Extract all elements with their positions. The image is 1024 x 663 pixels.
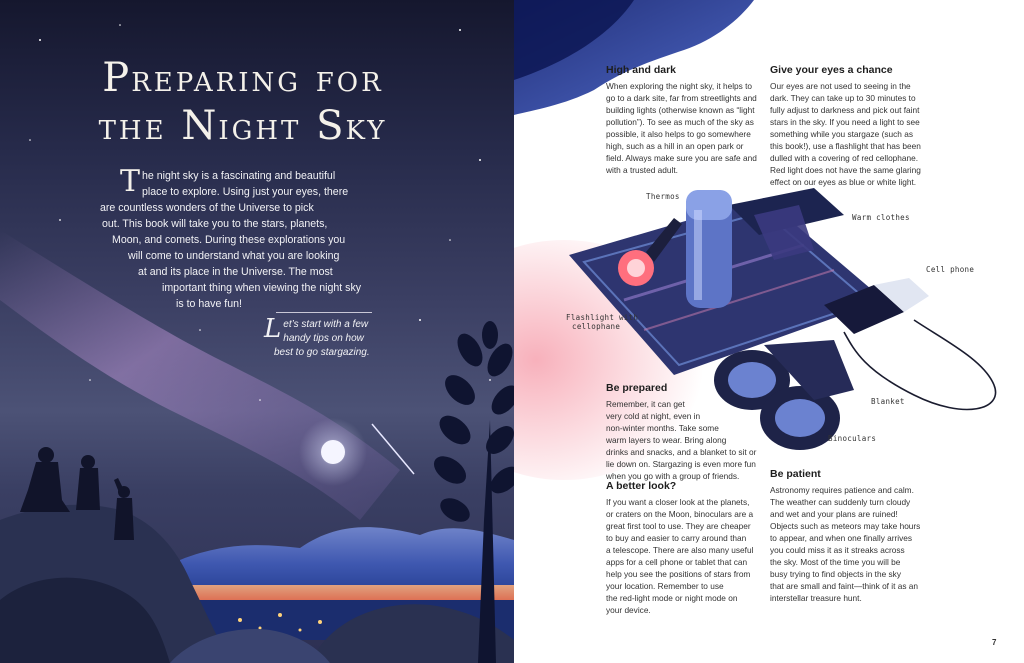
label-warm-clothes: Warm clothes [852,213,910,222]
moon [321,440,345,464]
label-flashlight-line2: cellophane [572,322,621,331]
tip-dropcap: L [264,314,282,344]
tip-paragraph: L et’s start with a few handy tips on how best to go stargazing. [264,314,370,358]
section-high-and-dark: High and dark When exploring the night sky, it helps to go to a dark site, far from streetlights and building lights (otherwise known as “light pollution”). To see as much of the sky as possible, it also helps to go somewhere high, such as a hill in an open park or field. Always make sure you are safe and with a trusted adult. [606,64,757,175]
label-cell-phone: Cell phone [926,265,975,274]
right-page [514,0,1024,663]
page-title: PREPARING FOR THE NIGHT SKY [98,55,388,149]
label-blanket: Blanket [871,397,905,406]
section-a-better-look: A better look? If you want a closer look at the planets, or craters on the Moon, binoculars are a great first tool to use. They are cheaper to buy and easier to carry around than a telescope. There are also many useful apps for a cell phone or tablet that can help you see the positions of stars from your location. Remember to use the red-light mode or night mode on your device. [606,480,754,615]
section-give-your-eyes-a-chance: Give your eyes a chance Our eyes are not used to seeing in the dark. They can take up to 30 minutes to fully adjust to darkness and pick out faint stars in the sky. If you need a light to see something while you stargaze (such as this book!), use a flashlight that has been dulled with a covering of red cellophane. Red light does not have the same glaring effect on our eyes as blue or white light. [770,64,921,187]
label-thermos: Thermos [646,192,680,201]
intro-paragraph: T he night sky is a fascinating and beautiful place to explore. Using just your eyes, there are countless wonders of the Universe to pick out. This book will take you to the stars, planets, Moon, and comets. During these explorations you will come to understand what you are looking at and its place in the Universe. The most important thing when viewing the night sky is to have fun! [100,164,362,310]
label-flashlight-line1: Flashlight with [566,313,639,322]
intro-dropcap: T [120,164,141,199]
section-be-prepared: Be prepared Remember, it can get very cold at night, even in non-winter months. Take some warm layers to wear. Bring along drinks and snacks, and a blanket to sit or lie down on. Stargazing is even more fun when you go with a group of friends. [606,382,757,481]
section-be-patient: Be patient Astronomy requires patience and calm. The weather can suddenly turn cloudy and wet and your plans are ruined! Objects such as meteors may take hours to appear, and when one finally arrives you could miss it as it streaks across the sky. Most of the time you will be busy trying to find objects in the sky that are small and faint—think of it as an interstellar treasure hunt. [770,468,921,603]
page-number: 7 [992,638,997,647]
label-binoculars: Binoculars [828,434,877,443]
tip-divider [276,312,372,313]
